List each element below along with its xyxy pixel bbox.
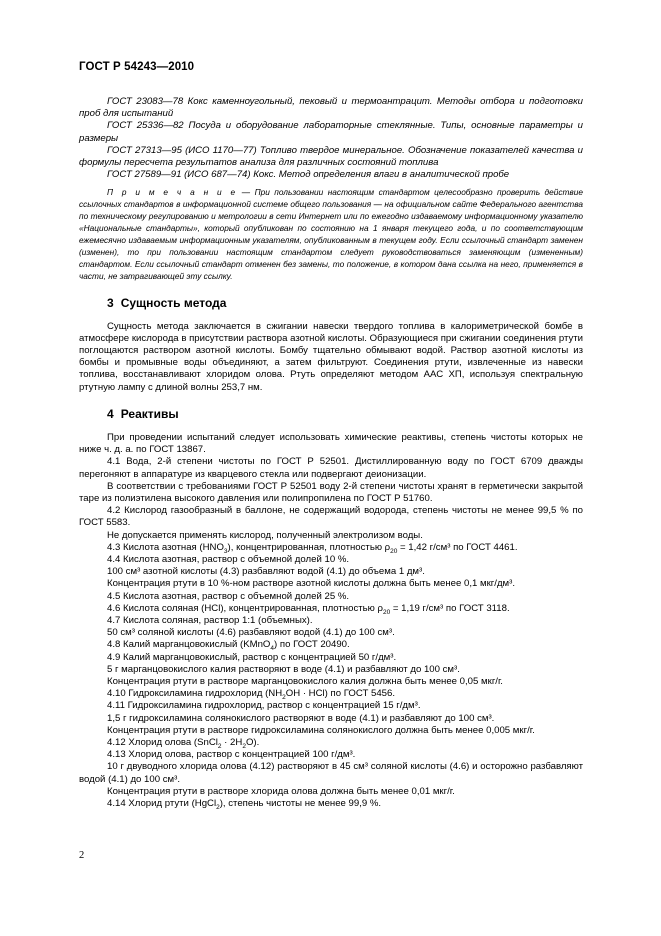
item-4-1-storage: В соответствии с требованиями ГОСТ Р 52501 воду 2-й степени чистоты хранят в герметически закрытой таре из полиэтилена высокого давления или полипропилена по ГОСТ Р 51760. <box>79 480 583 504</box>
reference-item: ГОСТ 27313—95 (ИСО 1170—77) Топливо твердое минеральное. Обозначение показателей качества и формулы пересчета результатов анализа для различных состояний топлива <box>79 144 583 169</box>
item-4-11-prep: 1,5 г гидроксиламина солянокислого растворяют в воде (4.1) и разбавляют до 100 см³. <box>107 712 495 724</box>
reference-item: ГОСТ 27589—91 (ИСО 687—74) Кокс. Метод определения влаги в аналитической пробе <box>107 169 510 181</box>
item-4-9-limit: Концентрация ртути в растворе марганцовокислого калия должна быть менее 0,05 мкг/г. <box>107 675 503 687</box>
item-4-12 <box>79 737 583 749</box>
text-part: 4.14 Хлорид ртути (HgCl <box>107 797 217 809</box>
item-4-5: 4.5 Кислота азотная, раствор с объемной долей 25 %. <box>107 590 350 602</box>
item-4-7-prep: 50 см³ соляной кислоты (4.6) разбавляют водой (4.1) до 100 см³. <box>107 627 395 639</box>
subscript: 3 <box>223 547 228 555</box>
item-4-13-limit: Концентрация ртути в растворе хлорида олова должна быть менее 0,01 мкг/г. <box>107 785 455 797</box>
item-4-13-prep: 10 г двуводного хлорида олова (4.12) растворяют в 45 см³ соляной кислоты (4.6) и осторожно разбавляют водой (4.1) до 100 см³. <box>79 761 583 785</box>
item-4-9-prep: 5 г марганцовокислого калия растворяют в воде (4.1) и разбавляют до 100 см³. <box>107 663 460 675</box>
text-part: ), степень чистоты не менее 99,9 %. <box>219 797 382 809</box>
section-title: Реактивы <box>120 406 179 421</box>
note-lead: П р и м е ч а н и е <box>107 187 238 198</box>
text-part: O). <box>245 736 260 748</box>
item-4-4: 4.4 Кислота азотная, раствор с объемной долей 10 %. <box>107 553 350 565</box>
reference-item: ГОСТ 25336—82 Посуда и оборудование лабораторные стеклянные. Типы, основные параметры и размеры <box>79 120 583 144</box>
text-part: 4.3 Кислота азотная (HNO <box>107 541 224 553</box>
text-part: ) по ГОСТ 20490. <box>274 639 350 651</box>
item-4-2-note: Не допускается применять кислород, полученный электролизом воды. <box>107 529 423 541</box>
subscript: 2 <box>216 803 220 811</box>
subscript: 4 <box>270 645 275 653</box>
section-4-heading <box>79 407 583 421</box>
page-number: 2 <box>79 850 85 861</box>
subscript: 20 <box>382 608 391 616</box>
item-4-14 <box>79 798 583 810</box>
text-part: · 2H <box>221 736 243 748</box>
text-part: = 1,19 г/см³ по ГОСТ 3118. <box>390 602 510 614</box>
note-paragraph <box>79 187 583 282</box>
subscript: 2 <box>217 742 222 750</box>
page-content <box>79 96 583 810</box>
item-4-4-limit: Концентрация ртути в 10 %-ном растворе азотной кислоты должна быть менее 0,1 мкг/дм³. <box>107 578 516 590</box>
text-part: 4.8 Калий марганцовокислый (KMnO <box>107 639 271 651</box>
item-4-10 <box>79 688 583 700</box>
item-4-13: 4.13 Хлорид олова, раствор с концентрацией 100 г/дм³. <box>107 749 356 761</box>
subscript: 2 <box>242 742 246 750</box>
section-number: 4 <box>107 406 114 421</box>
section-number: 3 <box>107 295 114 310</box>
item-4-7: 4.7 Кислота соляная, раствор 1:1 (объемных). <box>107 614 313 626</box>
item-4-11: 4.11 Гидроксиламина гидрохлорид, раствор с концентрацией 15 г/дм³. <box>107 700 421 712</box>
text-part: ), концентрированная, плотностью ρ <box>227 541 391 553</box>
note-text: — При пользовании настоящим стандартом целесообразно проверить действие ссылочных стандартов в информационной системе общего пользования — на официальном сайте Федерального агентства по техническому регулированию и метрологии в сети Интернет или по ежегодно издаваемому информационному указателю «Национальные стандарты», который опубликован по состоянию на 1 января текущего года, и по соответствующим ежемесячно издаваемым информационным указателям, опубликованным в текущем году. Если ссылочный стандарт заменен (изменен), то при пользовании настоящим стандартом следует руководствоваться заменяющим (измененным) стандартом. Если ссылочный стандарт отменен без замены, то положение, в котором дана ссылка на него, применяется в части, не затрагивающей эту ссылку. <box>79 187 583 281</box>
item-4-8 <box>79 639 583 651</box>
subscript: 20 <box>390 547 398 555</box>
text-part: OH · HCl) по ГОСТ 5456. <box>285 688 395 700</box>
item-4-3 <box>79 542 583 554</box>
item-4-6 <box>79 603 583 615</box>
text-part: = 1,42 г/см³ по ГОСТ 4461. <box>397 541 518 553</box>
section-3-text: Сущность метода заключается в сжигании навески твердого топлива в калориметрической бомбе в атмосфере кислорода в присутствии раствора азотной кислоты. Образующиеся при сжигании соединения ртути поглощаются раствором азотной кислоты. Бомбу тщательно обмывают водой. Раствор азотной кислоты из бомбы и промывные воды объединяют, а затем фильтруют. Соединения ртути, извлеченные из навески топлива, восстанавливают хлоридом олова. Ртуть определяют методом ААС ХП, используя спектральную ртутную лампу с длиной волны 253,7 нм. <box>79 320 583 393</box>
section-3-heading <box>79 296 583 310</box>
section-title: Сущность метода <box>120 295 227 310</box>
item-4-1: 4.1 Вода, 2-й степени чистоты по ГОСТ Р 52501. Дистиллированную воду по ГОСТ 6709 дважды перегоняют в аппаратуре из кварцевого стекла или подвергают деионизации. <box>79 456 583 480</box>
item-4-4-prep: 100 см³ азотной кислоты (4.3) разбавляют водой (4.1) до объема 1 дм³. <box>107 566 425 578</box>
subscript: 2 <box>282 694 286 702</box>
section-4-intro: При проведении испытаний следует использовать химические реактивы, степень чистоты которых не ниже ч. д. а. по ГОСТ 13867. <box>79 431 583 456</box>
item-4-2: 4.2 Кислород газообразный в баллоне, не содержащий водорода, степень чистоты не менее 99,5 % по ГОСТ 5583. <box>79 505 583 529</box>
item-4-9: 4.9 Калий марганцовокислый, раствор с концентрацией 50 г/дм³. <box>107 651 397 663</box>
text-part: 4.12 Хлорид олова (SnCl <box>107 736 218 748</box>
text-part: 4.6 Кислота соляная (HCl), концентрированная, плотностью ρ <box>107 602 383 614</box>
reference-item: ГОСТ 23083—78 Кокс каменноугольный, пековый и термоантрацит. Методы отбора и подготовки проб для испытаний <box>79 96 583 120</box>
text-part: 4.10 Гидроксиламина гидрохлорид (NH <box>107 688 283 700</box>
item-4-11-limit: Концентрация ртути в растворе гидроксиламина солянокислого должна быть менее 0,005 мкг/г. <box>107 724 535 736</box>
page-header: ГОСТ Р 54243—2010 <box>79 61 195 73</box>
